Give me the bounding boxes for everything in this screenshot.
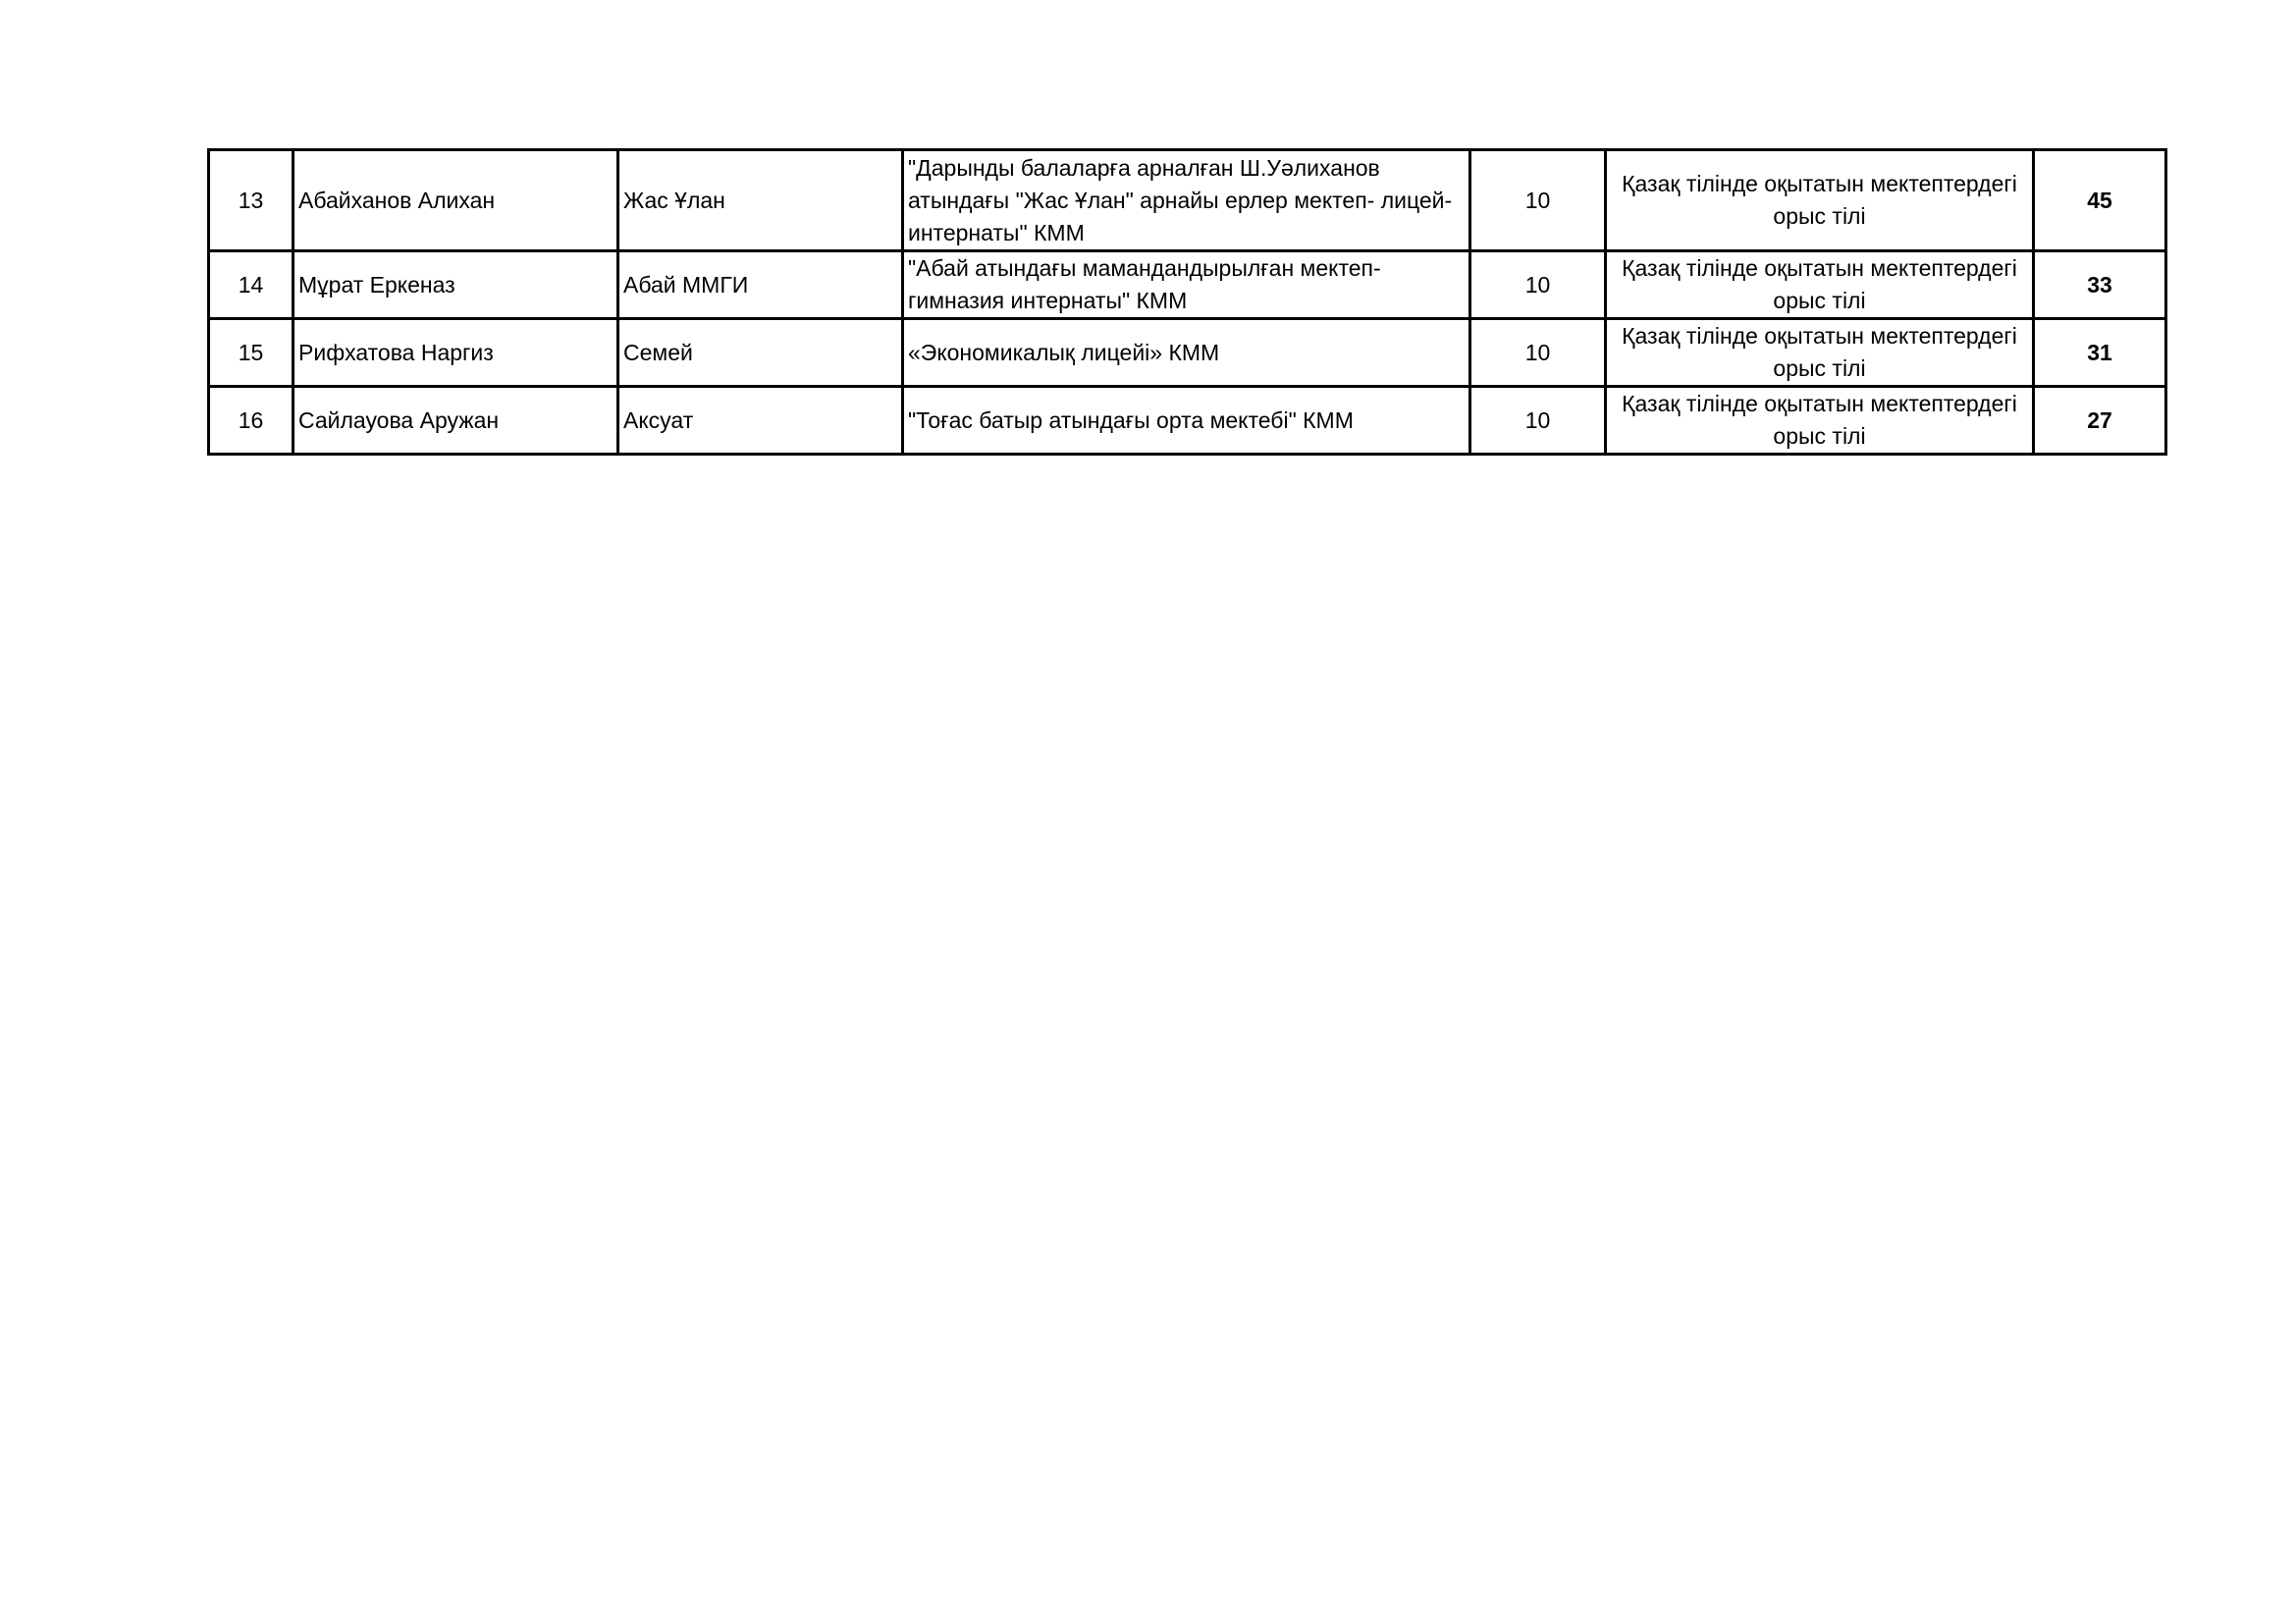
school-name: "Тоғас батыр атындағы орта мектебі" КММ xyxy=(903,387,1470,455)
subject: Қазақ тілінде оқытатын мектептердегі орыс тілі xyxy=(1606,251,2034,319)
row-number: 14 xyxy=(209,251,294,319)
row-number: 16 xyxy=(209,387,294,455)
score: 31 xyxy=(2034,319,2166,387)
grade: 10 xyxy=(1470,251,1606,319)
participant-name: Сайлауова Аружан xyxy=(294,387,618,455)
school-name: "Абай атындағы мамандандырылған мектеп-гимназия интернаты" КММ xyxy=(903,251,1470,319)
region-name: Жас Ұлан xyxy=(618,150,903,251)
region-name: Аксуат xyxy=(618,387,903,455)
subject: Қазақ тілінде оқытатын мектептердегі орыс тілі xyxy=(1606,319,2034,387)
score: 33 xyxy=(2034,251,2166,319)
region-name: Абай ММГИ xyxy=(618,251,903,319)
participant-name: Рифхатова Наргиз xyxy=(294,319,618,387)
score: 45 xyxy=(2034,150,2166,251)
grade: 10 xyxy=(1470,150,1606,251)
table-row xyxy=(209,387,2166,455)
subject: Қазақ тілінде оқытатын мектептердегі орыс тілі xyxy=(1606,387,2034,455)
region-name: Семей xyxy=(618,319,903,387)
table-row xyxy=(209,319,2166,387)
subject: Қазақ тілінде оқытатын мектептердегі орыс тілі xyxy=(1606,150,2034,251)
table-row xyxy=(209,251,2166,319)
participant-name: Мұрат Еркеназ xyxy=(294,251,618,319)
school-name: "Дарынды балаларға арналған Ш.Уәлиханов атындағы "Жас Ұлан" арнайы ерлер мектеп- лицей-интернаты" КММ xyxy=(903,150,1470,251)
school-name: «Экономикалық лицейі» КММ xyxy=(903,319,1470,387)
table-row xyxy=(209,150,2166,251)
grade: 10 xyxy=(1470,387,1606,455)
row-number: 15 xyxy=(209,319,294,387)
grade: 10 xyxy=(1470,319,1606,387)
row-number: 13 xyxy=(209,150,294,251)
score: 27 xyxy=(2034,387,2166,455)
participant-name: Абайханов Алихан xyxy=(294,150,618,251)
results-table xyxy=(207,148,2167,456)
